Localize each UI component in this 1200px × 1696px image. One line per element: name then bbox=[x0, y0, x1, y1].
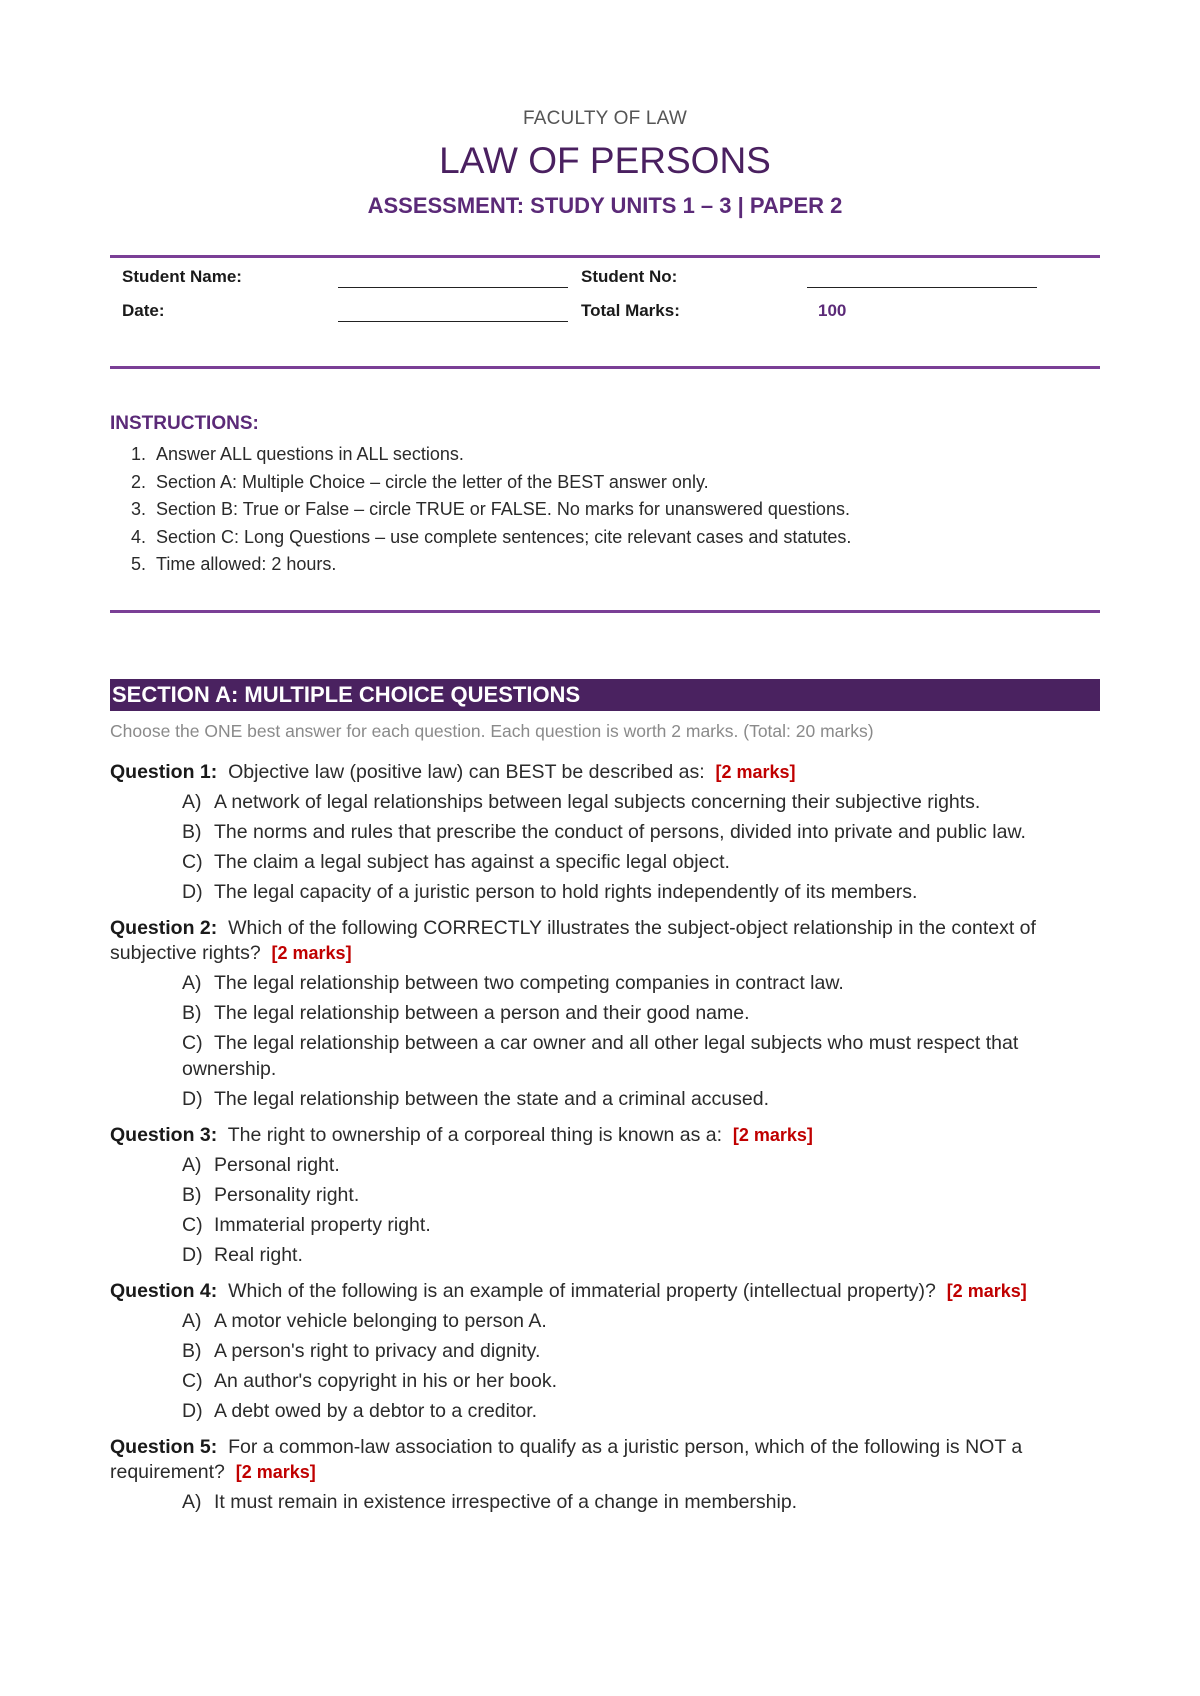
student-name-label: Student Name: bbox=[122, 267, 242, 286]
question-5 bbox=[110, 1435, 1105, 1515]
question-label: Question 5: bbox=[110, 1436, 218, 1458]
divider bbox=[110, 610, 1100, 613]
question-text: Which of the following is an example of immaterial property (intellectual property)? bbox=[228, 1280, 936, 1302]
answer-option[interactable]: D) Real right. bbox=[182, 1244, 303, 1266]
question-text: The right to ownership of a corporeal thing is known as a: bbox=[227, 1124, 723, 1146]
question-list bbox=[110, 760, 1105, 1526]
student-info-block bbox=[122, 267, 1102, 335]
answer-option[interactable]: A) It must remain in existence irrespective of a change in membership. bbox=[182, 1491, 798, 1513]
total-marks-value: 100 bbox=[818, 301, 847, 320]
answer-option[interactable]: B) A person's right to privacy and dignity. bbox=[182, 1340, 541, 1362]
marks-badge: [2 marks] bbox=[715, 762, 796, 782]
answer-option[interactable]: B) The norms and rules that prescribe the conduct of persons, divided into private and public law. bbox=[182, 821, 1026, 843]
answer-option[interactable]: C) The legal relationship between a car owner and all other legal subjects who must respect that ownership. bbox=[182, 1032, 1019, 1080]
answer-option[interactable]: D) The legal relationship between the state and a criminal accused. bbox=[182, 1088, 769, 1110]
student-name-field[interactable] bbox=[338, 269, 568, 288]
section-a-heading: SECTION A: MULTIPLE CHOICE QUESTIONS bbox=[110, 679, 1100, 711]
date-label: Date: bbox=[122, 301, 165, 320]
marks-badge: [2 marks] bbox=[271, 943, 352, 963]
question-4 bbox=[110, 1279, 1105, 1424]
answer-option[interactable]: D) A debt owed by a debtor to a creditor. bbox=[182, 1400, 538, 1422]
instruction-item: 5. Time allowed: 2 hours. bbox=[130, 554, 337, 574]
student-number-label: Student No: bbox=[581, 267, 678, 286]
divider bbox=[110, 366, 1100, 369]
answer-option[interactable]: A) The legal relationship between two competing companies in contract law. bbox=[182, 972, 844, 994]
exam-page bbox=[110, 0, 1100, 1513]
marks-badge: [2 marks] bbox=[235, 1462, 316, 1482]
question-label: Question 3: bbox=[110, 1124, 218, 1146]
answer-option[interactable]: B) The legal relationship between a person and their good name. bbox=[182, 1002, 750, 1024]
answer-option[interactable]: C) Immaterial property right. bbox=[182, 1214, 431, 1236]
instruction-item: 1. Answer ALL questions in ALL sections. bbox=[130, 444, 464, 464]
faculty-name: FACULTY OF LAW bbox=[523, 108, 687, 129]
page-subtitle: ASSESSMENT: STUDY UNITS 1 – 3 | PAPER 2 bbox=[367, 192, 843, 218]
answer-option[interactable]: A) A motor vehicle belonging to person A. bbox=[182, 1310, 547, 1332]
divider bbox=[110, 255, 1100, 258]
instruction-item: 3. Section B: True or False – circle TRUE or FALSE. No marks for unanswered questions. bbox=[130, 499, 850, 519]
question-1 bbox=[110, 760, 1105, 905]
marks-badge: [2 marks] bbox=[732, 1125, 813, 1145]
question-label: Question 4: bbox=[110, 1280, 218, 1302]
student-number-field[interactable] bbox=[807, 269, 1037, 288]
instructions-title: INSTRUCTIONS: bbox=[110, 413, 259, 434]
marks-badge: [2 marks] bbox=[946, 1281, 1027, 1301]
question-3 bbox=[110, 1123, 1105, 1268]
question-label: Question 1: bbox=[110, 761, 218, 783]
question-text: Which of the following CORRECTLY illustrates the subject-object relationship in the context of subjective rights? bbox=[110, 917, 1036, 964]
question-2 bbox=[110, 916, 1105, 1112]
answer-option[interactable]: C) The claim a legal subject has against a specific legal object. bbox=[182, 851, 730, 873]
question-text: Objective law (positive law) can BEST be described as: bbox=[228, 761, 705, 783]
page-title: LAW OF PERSONS bbox=[439, 140, 771, 181]
question-text: For a common-law association to qualify as a juristic person, which of the following is NOT a requirement? bbox=[110, 1436, 1023, 1483]
instruction-item: 2. Section A: Multiple Choice – circle the letter of the BEST answer only. bbox=[130, 471, 709, 492]
instruction-item: 4. Section C: Long Questions – use complete sentences; cite relevant cases and statutes. bbox=[130, 526, 852, 547]
answer-option[interactable]: D) The legal capacity of a juristic person to hold rights independently of its members. bbox=[182, 881, 918, 903]
instructions-list bbox=[110, 441, 851, 579]
section-a-note: Choose the ONE best answer for each question. Each question is worth 2 marks. (Total: 20 marks) bbox=[110, 721, 874, 741]
answer-option[interactable]: B) Personality right. bbox=[182, 1184, 360, 1206]
answer-option[interactable]: C) An author's copyright in his or her book. bbox=[182, 1370, 557, 1392]
total-marks-label: Total Marks: bbox=[581, 301, 680, 320]
date-field[interactable] bbox=[338, 303, 568, 322]
answer-option[interactable]: A) Personal right. bbox=[182, 1154, 340, 1176]
answer-option[interactable]: A) A network of legal relationships between legal subjects concerning their subjective rights. bbox=[182, 791, 981, 813]
question-label: Question 2: bbox=[110, 917, 218, 939]
